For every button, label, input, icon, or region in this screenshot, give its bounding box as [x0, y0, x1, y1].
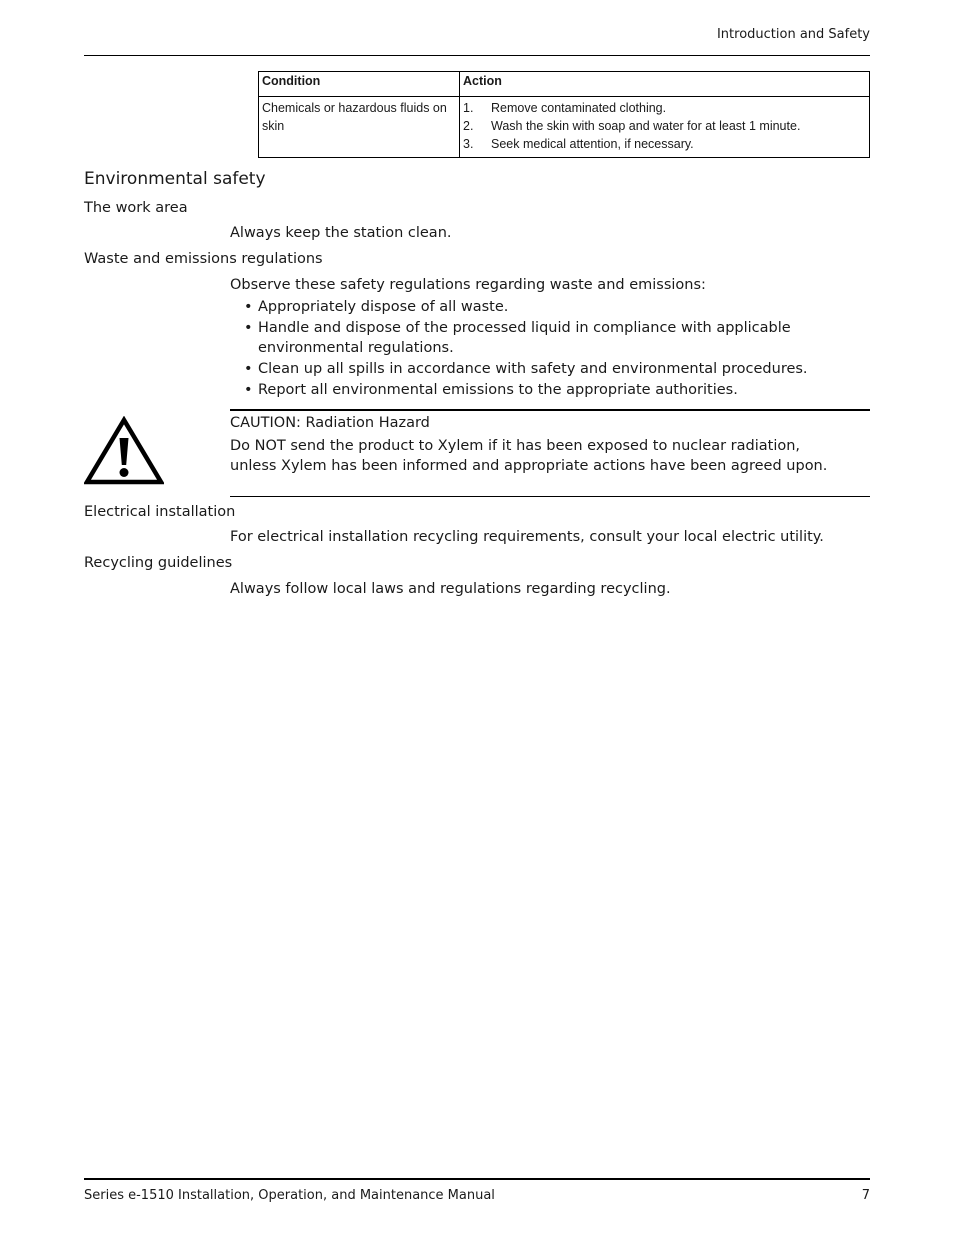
action-text: Remove contaminated clothing. — [491, 101, 667, 115]
header-section-title: Introduction and Safety — [716, 27, 870, 42]
caution-bottom-rule — [230, 496, 870, 497]
action-item — [463, 117, 866, 135]
action-item — [463, 135, 866, 153]
warning-triangle-icon — [84, 416, 164, 486]
text-recycling-guidelines: Always follow local laws and regulations regarding recycling. — [230, 581, 671, 597]
footer-manual-title: Series e-1510 Installation, Operation, and Maintenance Manual — [84, 1188, 495, 1203]
action-item — [463, 99, 866, 117]
action-number: 1. — [463, 101, 474, 115]
table-cell-actions — [460, 97, 870, 158]
table-cell-condition: Chemicals or hazardous fluids on skin — [259, 97, 460, 158]
action-text: Wash the skin with soap and water for at least 1 minute. — [491, 119, 801, 133]
caution-top-rule — [230, 409, 870, 411]
table-header-row — [259, 72, 870, 97]
table-row — [259, 97, 870, 158]
section-title-environmental-safety: Environmental safety — [84, 169, 266, 189]
waste-bullet-list — [244, 298, 870, 402]
text-electrical-installation: For electrical installation recycling requirements, consult your local electric utility. — [230, 529, 824, 545]
action-number: 2. — [463, 119, 474, 133]
list-item: • Report all environmental emissions to the appropriate authorities. — [244, 381, 738, 398]
header-divider — [84, 55, 870, 56]
heading-electrical-installation: Electrical installation — [84, 504, 236, 520]
heading-recycling-guidelines: Recycling guidelines — [84, 555, 233, 571]
action-text: Seek medical attention, if necessary. — [491, 137, 694, 151]
condition-action-table — [258, 71, 870, 158]
table-header-action: Action — [460, 72, 870, 97]
caution-text: Do NOT send the product to Xylem if it has been exposed to nuclear radiation, unless Xylem has been informed and appropriate actions have been agreed upon. — [230, 438, 828, 474]
text-waste-intro: Observe these safety regulations regarding waste and emissions: — [230, 277, 706, 293]
list-item: • Handle and dispose of the processed liquid in compliance with applicable environmental regulations. — [244, 320, 791, 356]
table-header-condition: Condition — [259, 72, 460, 97]
list-item: • Appropriately dispose of all waste. — [244, 299, 509, 315]
text-work-area: Always keep the station clean. — [230, 225, 452, 241]
heading-waste-emissions: Waste and emissions regulations — [84, 251, 323, 267]
footer-divider — [84, 1178, 870, 1180]
heading-work-area: The work area — [84, 200, 188, 216]
caution-title: CAUTION: Radiation Hazard — [230, 415, 430, 431]
list-item: • Clean up all spills in accordance with safety and environmental procedures. — [244, 360, 808, 377]
action-number: 3. — [463, 137, 474, 151]
page-number: 7 — [861, 1188, 870, 1203]
